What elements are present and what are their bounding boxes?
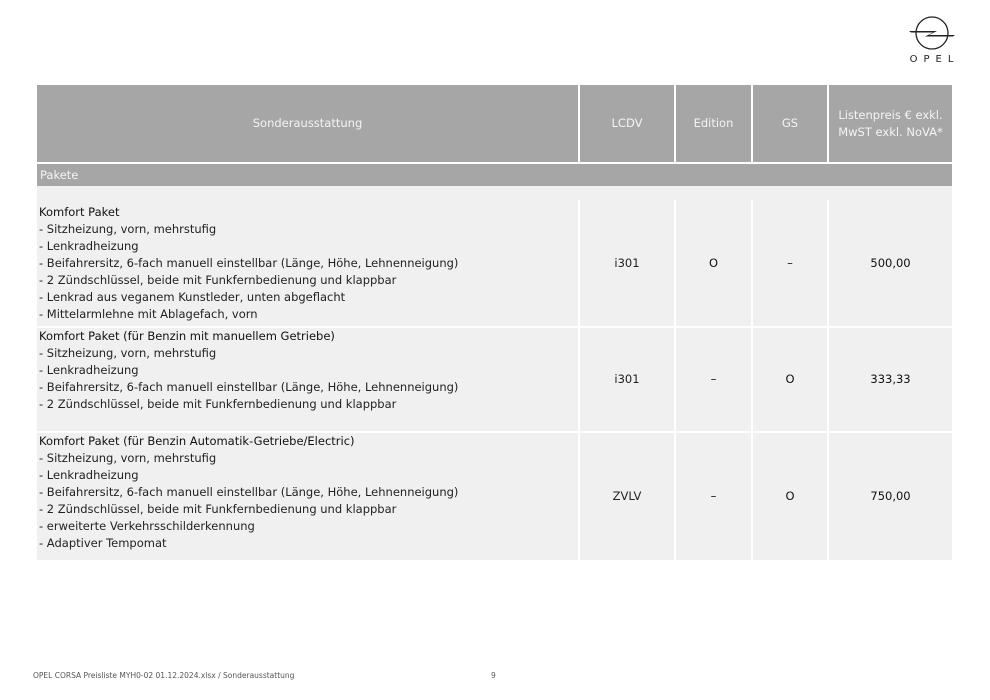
header-gs: GS bbox=[752, 85, 828, 163]
gs-availability: O bbox=[752, 327, 828, 432]
list-price: 750,00 bbox=[828, 432, 952, 560]
table-row bbox=[37, 193, 952, 327]
package-item: - 2 Zündschlüssel, beide mit Funkfernbedienung und klappbar bbox=[39, 502, 397, 516]
lcdv-code: i301 bbox=[579, 327, 675, 432]
package-title: Komfort Paket bbox=[39, 205, 120, 219]
package-item: - 2 Zündschlüssel, beide mit Funkfernbedienung und klappbar bbox=[39, 397, 397, 411]
header-edition: Edition bbox=[675, 85, 752, 163]
edition-availability: – bbox=[675, 432, 752, 560]
gs-availability: O bbox=[752, 432, 828, 560]
list-price: 500,00 bbox=[828, 193, 952, 327]
package-item: - Sitzheizung, vorn, mehrstufig bbox=[39, 222, 217, 236]
header-sonderausstattung: Sonderausstattung bbox=[37, 85, 579, 163]
package-item: - Beifahrersitz, 6-fach manuell einstellbar (Länge, Höhe, Lehnenneigung) bbox=[39, 380, 459, 394]
package-item: - erweiterte Verkehrsschilderkennung bbox=[39, 519, 255, 533]
package-description bbox=[37, 327, 579, 432]
package-description bbox=[37, 432, 579, 560]
brand-wordmark: OPEL bbox=[909, 54, 960, 65]
header-price: Listenpreis € exkl. MwST exkl. NoVA* bbox=[828, 85, 952, 163]
table-header bbox=[37, 85, 952, 163]
package-item: - Beifahrersitz, 6-fach manuell einstellbar (Länge, Höhe, Lehnenneigung) bbox=[39, 256, 459, 270]
table-row bbox=[37, 327, 952, 432]
package-item: - Sitzheizung, vorn, mehrstufig bbox=[39, 346, 217, 360]
edition-availability: O bbox=[675, 193, 752, 327]
list-price: 333,33 bbox=[828, 327, 952, 432]
table-row bbox=[37, 432, 952, 560]
header-lcdv: LCDV bbox=[579, 85, 675, 163]
footer-file: OPEL CORSA Preisliste MYH0-02 01.12.2024.xlsx / Sonderausstattung bbox=[33, 671, 295, 680]
section-row bbox=[37, 163, 952, 193]
package-item: - Mittelarmlehne mit Ablagefach, vorn bbox=[39, 307, 258, 321]
price-table bbox=[37, 85, 952, 560]
package-item: - Lenkradheizung bbox=[39, 363, 139, 377]
package-title: Komfort Paket (für Benzin mit manuellem Getriebe) bbox=[39, 329, 335, 343]
opel-blitz-icon bbox=[907, 14, 957, 52]
lcdv-code: ZVLV bbox=[579, 432, 675, 560]
opel-logo bbox=[900, 14, 964, 65]
package-item: - Beifahrersitz, 6-fach manuell einstellbar (Länge, Höhe, Lehnenneigung) bbox=[39, 485, 459, 499]
package-item: - Adaptiver Tempomat bbox=[39, 536, 167, 550]
package-title: Komfort Paket (für Benzin Automatik-Getriebe/Electric) bbox=[39, 434, 355, 448]
package-item: - Lenkradheizung bbox=[39, 468, 139, 482]
package-description bbox=[37, 193, 579, 327]
gs-availability: – bbox=[752, 193, 828, 327]
package-item: - Lenkrad aus veganem Kunstleder, unten abgeflacht bbox=[39, 290, 346, 304]
lcdv-code: i301 bbox=[579, 193, 675, 327]
package-item: - Sitzheizung, vorn, mehrstufig bbox=[39, 451, 217, 465]
edition-availability: – bbox=[675, 327, 752, 432]
package-item: - Lenkradheizung bbox=[39, 239, 139, 253]
package-item: - 2 Zündschlüssel, beide mit Funkfernbedienung und klappbar bbox=[39, 273, 397, 287]
footer-page-number: 9 bbox=[491, 671, 496, 680]
section-title: Pakete bbox=[37, 163, 952, 193]
